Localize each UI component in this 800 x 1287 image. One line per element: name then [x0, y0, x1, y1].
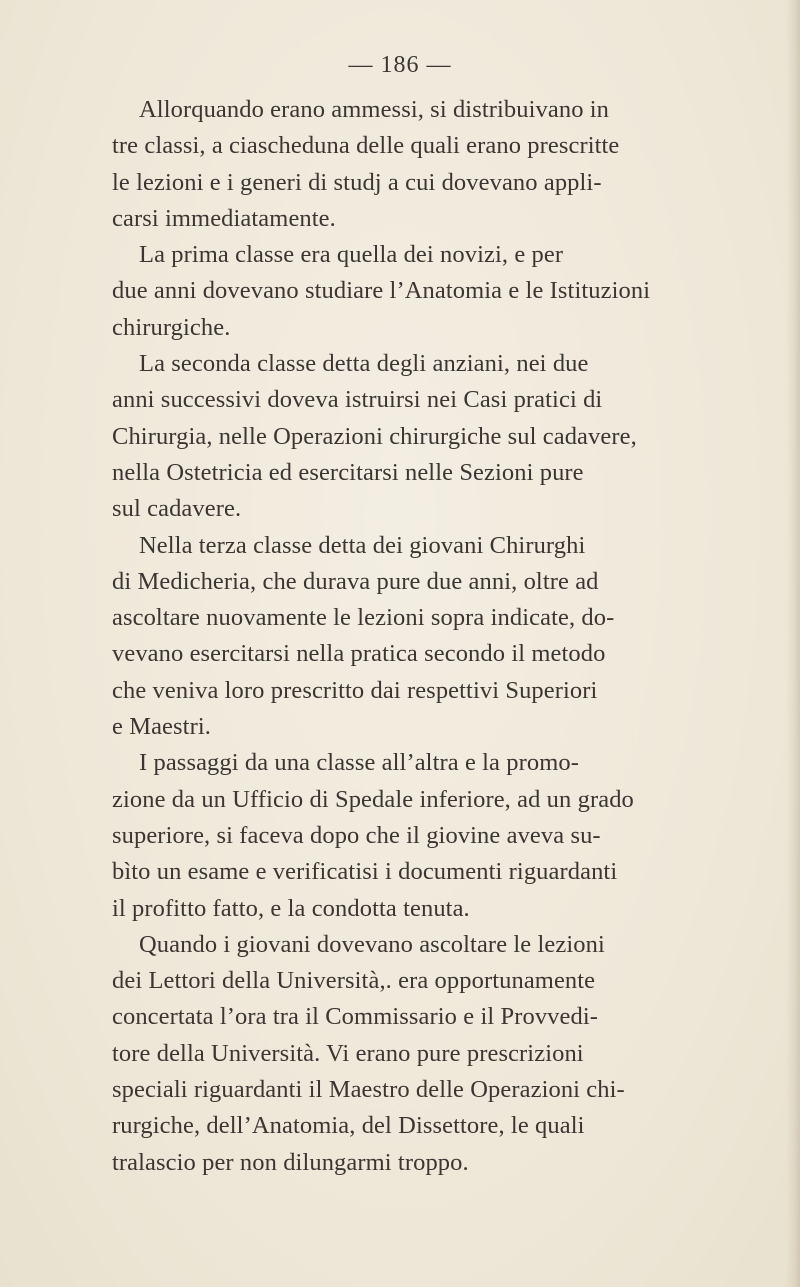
text-line: concertata l’ora tra il Commissario e il Provvedi- — [112, 1003, 599, 1031]
text-line: ascoltare nuovamente le lezioni sopra indicate, do- — [112, 604, 615, 632]
text-line: tralascio per non dilungarmi troppo. — [112, 1148, 469, 1176]
text-line: superiore, si faceva dopo che il giovine aveva su- — [112, 821, 601, 849]
text-line: speciali riguardanti il Maestro delle Operazioni chi- — [112, 1076, 625, 1104]
text-line: zione da un Ufficio di Spedale inferiore, ad un grado — [112, 785, 634, 813]
text-line: Nella terza classe detta dei giovani Chirurghi — [139, 531, 586, 559]
page-edge-shadow — [786, 0, 800, 1287]
text-line: anni successivi doveva istruirsi nei Casi pratici di — [112, 386, 603, 414]
text-line: le lezioni e i generi di studj a cui dovevano appli- — [112, 168, 602, 196]
text-line: nella Ostetricia ed esercitarsi nelle Sezioni pure — [112, 458, 584, 486]
text-line: il profitto fatto, e la condotta tenuta. — [112, 894, 470, 922]
text-line: dei Lettori della Università,. era opportunamente — [112, 967, 596, 995]
text-line: chirurgiche. — [112, 313, 231, 341]
text-line: Allorquando erano ammessi, si distribuivano in — [139, 96, 610, 123]
text-line: Quando i giovani dovevano ascoltare le lezioni — [139, 930, 605, 958]
text-line: Chirurgia, nelle Operazioni chirurgiche sul cadavere, — [112, 422, 637, 450]
text-line: La prima classe era quella dei novizi, e per — [139, 241, 564, 269]
text-line: che veniva loro prescritto dai respettivi Superiori — [112, 676, 598, 704]
text-line: carsi immediatamente. — [112, 204, 336, 232]
text-line: di Medicheria, che durava pure due anni, oltre ad — [112, 567, 599, 595]
page-number: — 186 — — [348, 52, 452, 78]
body-text — [112, 92, 740, 1181]
text-line: tore della Università. Vi erano pure prescrizioni — [112, 1039, 584, 1067]
text-line: bìto un esame e verificatisi i documenti riguardanti — [112, 858, 618, 886]
text-line: e Maestri. — [112, 713, 211, 741]
text-line: rurgiche, dell’Anatomia, del Dissettore, le quali — [112, 1112, 585, 1140]
text-line: I passaggi da una classe all’altra e la promo- — [139, 749, 579, 777]
text-line: due anni dovevano studiare l’Anatomia e le Istituzioni — [112, 277, 651, 305]
text-line: tre classi, a ciascheduna delle quali erano prescritte — [112, 132, 620, 160]
text-line: La seconda classe detta degli anziani, nei due — [139, 350, 589, 378]
text-line: sul cadavere. — [112, 495, 242, 523]
text-line: vevano esercitarsi nella pratica secondo il metodo — [112, 640, 606, 668]
